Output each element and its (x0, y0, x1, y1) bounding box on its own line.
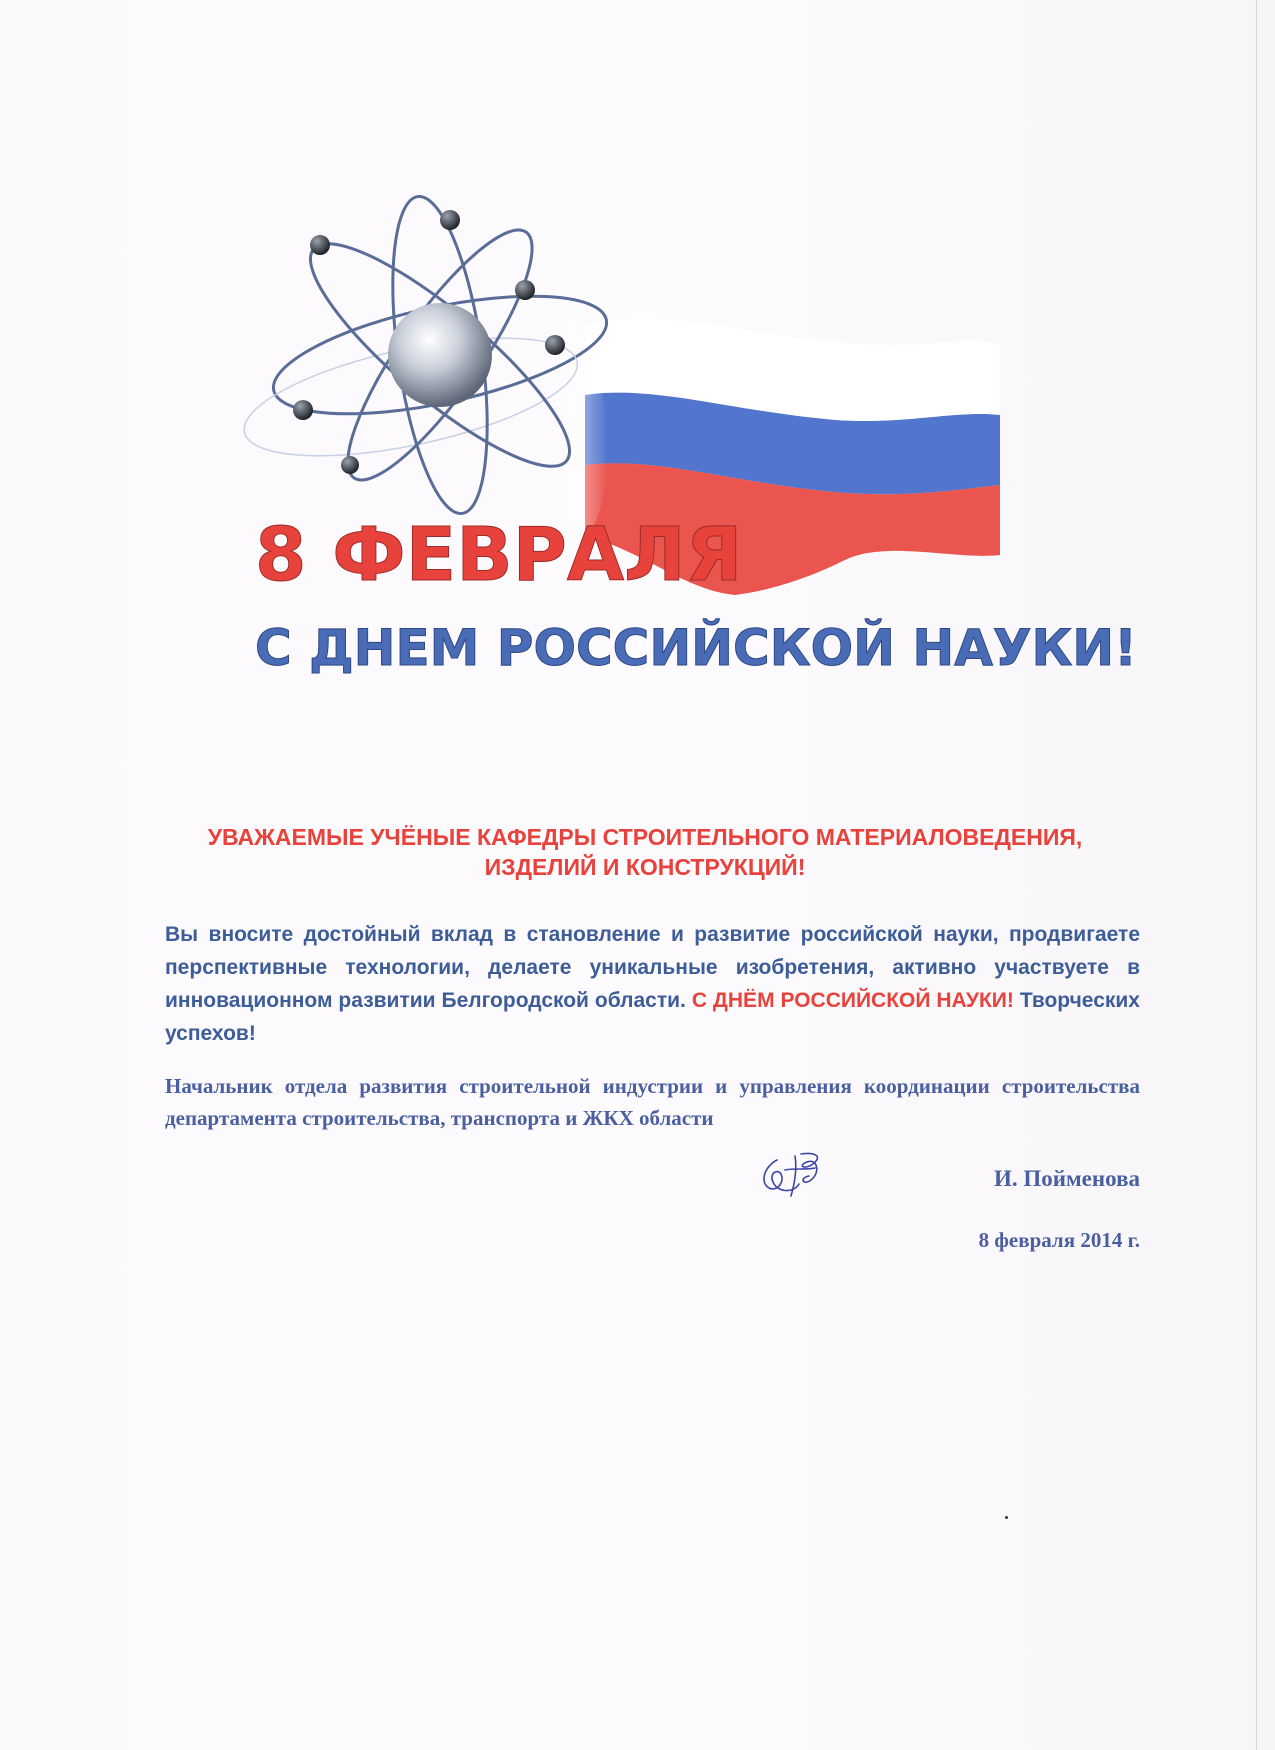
letter-date: 8 февраля 2014 г. (978, 1228, 1140, 1252)
handwritten-signature (755, 1148, 835, 1206)
body-paragraph: Вы вносите достойный вклад в становление и развитие российской науки, продвигаете перспективные технологии, делаете уникальные изобретения, активно участвуете в инновационном развитии Белгородской области. (165, 923, 1140, 1012)
atom-nucleus (388, 303, 492, 407)
heading-line-2: ИЗДЕЛИЙ И КОНСТРУКЦИЙ! (484, 854, 806, 880)
signer-position: Начальник отдела развития строительной индустрии и управления координации строительства департамента строительства, транспорта и ЖКХ области (165, 1074, 1140, 1130)
letter-heading (160, 822, 1130, 882)
letter-body (165, 918, 1140, 1050)
scan-speck (1005, 1516, 1008, 1519)
signer-name: И. Пойменова (993, 1166, 1140, 1191)
body-highlight: С ДНЁМ РОССИЙСКОЙ НАУКИ! (691, 989, 1014, 1012)
emblem-greeting-text: С ДНЕМ РОССИЙСКОЙ НАУКИ! (255, 619, 1137, 677)
body-closing: Творческих успехов! (165, 989, 1140, 1045)
emblem-date-text: 8 ФЕВРАЛЯ (255, 512, 743, 598)
science-day-emblem (255, 195, 1137, 715)
scan-edge (1256, 0, 1257, 1750)
heading-line-1: УВАЖАЕМЫЕ УЧЁНЫЕ КАФЕДРЫ СТРОИТЕЛЬНОГО МАТЕРИАЛОВЕДЕНИЯ, (207, 824, 1083, 850)
